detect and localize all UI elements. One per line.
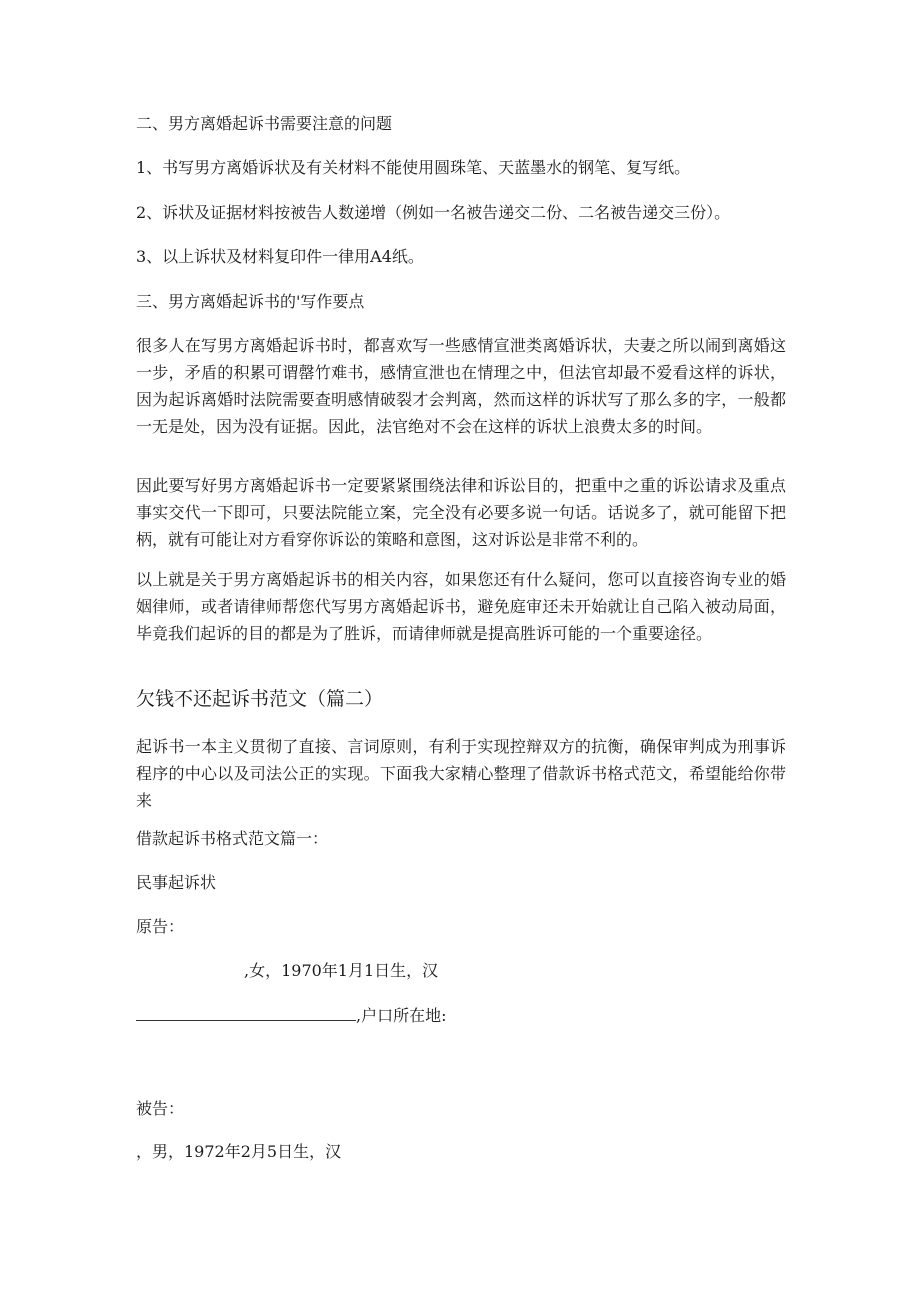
part2-heading: 欠钱不还起诉书范文（篇二） (136, 688, 384, 710)
plaintiff-info: ,女，1970年1月1日生，汉 (244, 961, 439, 980)
section2-item-2: 2、诉状及证据材料按被告人数递增（例如一名被告递交二份、二名被告递交三份）。 (136, 203, 731, 222)
section2-title: 二、男方离婚起诉书需要注意的问题 (136, 114, 393, 133)
section2-item-1: 1、书写男方离婚诉状及有关材料不能使用圆珠笔、天蓝墨水的钢笔、复写纸。 (136, 158, 691, 177)
defendant-label: 被告： (136, 1099, 185, 1118)
section3-paragraph-1: 很多人在写男方离婚起诉书时，都喜欢写一些感情宣泄类离婚诉状，夫妻之所以闹到离婚这一步，矛盾的积累可谓罄竹难书，感情宣泄也在情理之中，但法官却最不爱看这样的诉状，因为起诉离婚时法院需要查明感情破裂才会判离，然而这样的诉状写了那么多的字，一般都一无是处，因为没有证据。因此，法官绝对不会在这样的诉状上浪费太多的时间。 (136, 336, 786, 436)
part2-intro: 起诉书一本主义贯彻了直接、言词原则，有利于实现控辩双方的抗衡，确保审判成为刑事诉程序的中心以及司法公正的实现。下面我大家精心整理了借款诉书格式范文，希望能给你带来 (136, 737, 786, 810)
section3-paragraph-3: 以上就是关于男方离婚起诉书的相关内容，如果您还有什么疑问，您可以直接咨询专业的婚姻律师，或者请律师帮您代写男方离婚起诉书，避免庭审还未开始就让自己陷入被动局面，毕竟我们起诉的目的都是为了胜诉，而请律师就是提高胜诉可能的一个重要途径。 (136, 570, 786, 643)
plaintiff-label: 原告： (136, 917, 185, 936)
section3-paragraph-2: 因此要写好男方离婚起诉书一定要紧紧围绕法律和诉讼目的，把重中之重的诉讼请求及重点事实交代一下即可，只要法院能立案，完全没有必要多说一句话。话说多了，就可能留下把柄，就有可能让对方看穿你诉讼的策略和意图，这对诉讼是非常不利的。 (136, 476, 786, 549)
plaintiff-address: ,户口所在地: (356, 1006, 447, 1025)
section3-title: 三、男方离婚起诉书的'写作要点 (136, 292, 365, 311)
sample-title: 借款起诉书格式范文篇一： (136, 829, 329, 848)
doc-title: 民事起诉状 (136, 873, 217, 892)
defendant-info: ，男，1972年2月5日生，汉 (136, 1142, 342, 1161)
plaintiff-address-line (136, 1002, 446, 1029)
blank-underline (136, 1002, 356, 1021)
section2-item-3: 3、以上诉状及材料复印件一律用A4纸。 (136, 247, 424, 266)
